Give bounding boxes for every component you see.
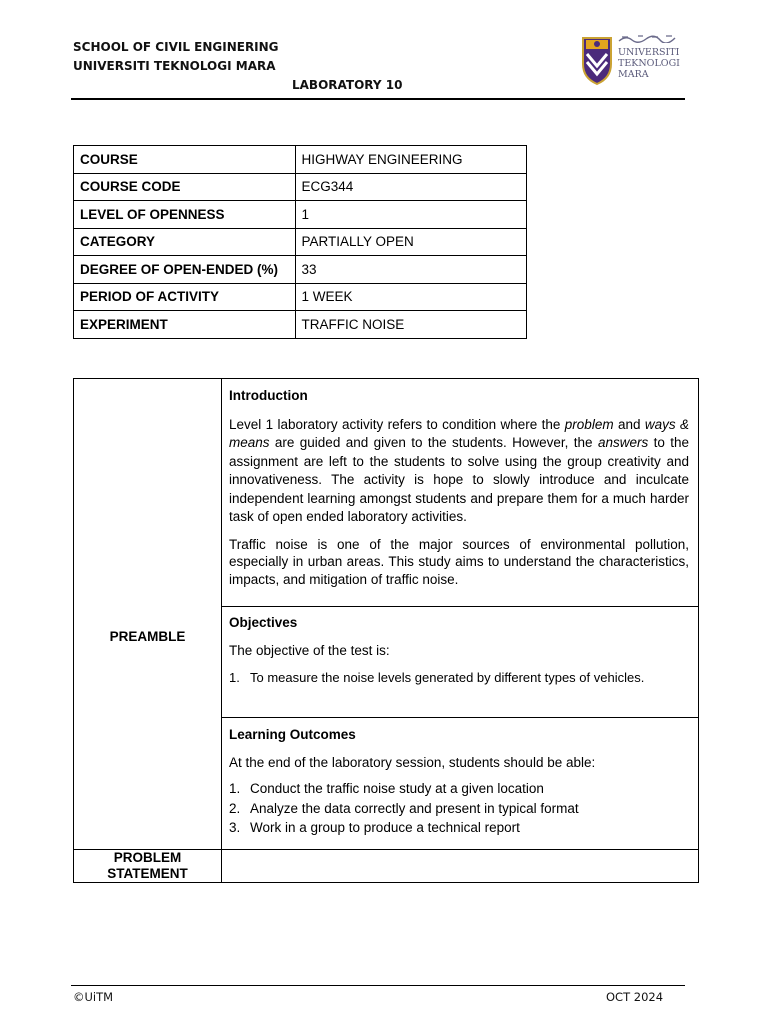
intro-emphasis: problem <box>564 416 614 432</box>
learning-outcomes-title: Learning Outcomes <box>229 727 356 742</box>
logo-line-3: MARA <box>618 69 649 80</box>
introduction-paragraph-1 <box>229 416 689 527</box>
intro-text: to the assignment are left to the students to solve using the group creativity and innovativeness. The activity is hope to slowly introduce and inculcate independent learning amongst students and prepare them for a much harder task of open ended laboratory activities. <box>229 435 689 524</box>
university-name: UNIVERSITI TEKNOLOGI MARA <box>73 59 276 73</box>
info-key: COURSE <box>74 146 296 174</box>
info-value: HIGHWAY ENGINEERING <box>295 146 527 174</box>
table-row <box>74 311 527 339</box>
uitm-crest-icon <box>580 34 614 86</box>
intro-text: Level 1 laboratory activity refers to condition where the <box>229 416 565 432</box>
introduction-title: Introduction <box>229 388 308 403</box>
logo-line-1: UNIVERSITI <box>618 47 680 58</box>
introduction-section <box>229 387 689 588</box>
intro-emphasis: answers <box>597 435 649 450</box>
table-row <box>74 283 527 311</box>
row-divider <box>221 717 698 718</box>
list-item: 1. To measure the noise levels generated by different types of vehicles. <box>229 668 689 688</box>
problem-statement-label <box>74 850 221 882</box>
learning-outcomes-list <box>229 779 689 838</box>
list-item: 2. Analyze the data correctly and present in typical format <box>229 799 689 819</box>
outcome-text: Analyze the data correctly and present in typical format <box>250 800 579 816</box>
list-item: 3. Work in a group to produce a technical report <box>229 818 689 838</box>
outcome-text: Work in a group to produce a technical report <box>250 820 520 835</box>
objective-text: To measure the noise levels generated by different types of vehicles. <box>250 670 645 685</box>
intro-emphasis: ways & means <box>229 416 689 450</box>
header-divider <box>71 98 685 100</box>
info-value: 1 WEEK <box>295 283 527 311</box>
objectives-list <box>229 668 689 688</box>
table-row <box>74 146 527 174</box>
info-value: PARTIALLY OPEN <box>295 228 527 256</box>
info-value: 33 <box>295 256 527 284</box>
preamble-table <box>73 378 699 883</box>
objectives-lead: The objective of the test is: <box>229 642 390 658</box>
learning-outcomes-lead: At the end of the laboratory session, students should be able: <box>229 754 596 770</box>
objectives-section <box>229 614 689 688</box>
info-key: CATEGORY <box>74 228 296 256</box>
course-info-table <box>73 145 527 339</box>
footer-copyright: ©UiTM <box>73 990 114 1004</box>
list-item: 1. Conduct the traffic noise study at a given location <box>229 779 689 799</box>
preamble-label: PREAMBLE <box>109 629 186 644</box>
school-name: SCHOOL OF CIVIL ENGINERING <box>73 40 279 54</box>
info-key: LEVEL OF OPENNESS <box>74 201 296 229</box>
column-divider <box>221 379 222 882</box>
jawi-script-icon <box>618 34 676 43</box>
logo-line-2: TEKNOLOGI <box>618 58 680 69</box>
laboratory-title: LABORATORY 10 <box>292 78 403 92</box>
table-row <box>74 173 527 201</box>
table-row <box>74 256 527 284</box>
outcome-text: Conduct the traffic noise study at a given location <box>250 781 544 796</box>
footer-divider <box>71 985 685 986</box>
objectives-title: Objectives <box>229 615 298 630</box>
table-row <box>74 201 527 229</box>
introduction-paragraph-2: Traffic noise is one of the major sources of environmental pollution, especially in urban areas. This study aims to understand the characteristics, impacts, and mitigation of traffic noise. <box>229 536 689 587</box>
info-value: ECG344 <box>295 173 527 201</box>
intro-text: and <box>613 416 645 432</box>
info-key: PERIOD OF ACTIVITY <box>74 283 296 311</box>
uitm-logo <box>580 32 686 88</box>
problem-statement-line-2: STATEMENT <box>107 866 188 881</box>
info-value: TRAFFIC NOISE <box>295 311 527 339</box>
footer-date: OCT 2024 <box>606 990 664 1004</box>
info-key: EXPERIMENT <box>74 311 296 339</box>
info-key: COURSE CODE <box>74 173 296 201</box>
row-divider <box>221 606 698 607</box>
problem-statement-line-1: PROBLEM <box>113 850 182 865</box>
learning-outcomes-section <box>229 726 689 838</box>
info-key: DEGREE OF OPEN-ENDED (%) <box>74 256 296 284</box>
table-row <box>74 228 527 256</box>
intro-text: are guided and given to the students. However, the <box>269 435 598 450</box>
info-value: 1 <box>295 201 527 229</box>
